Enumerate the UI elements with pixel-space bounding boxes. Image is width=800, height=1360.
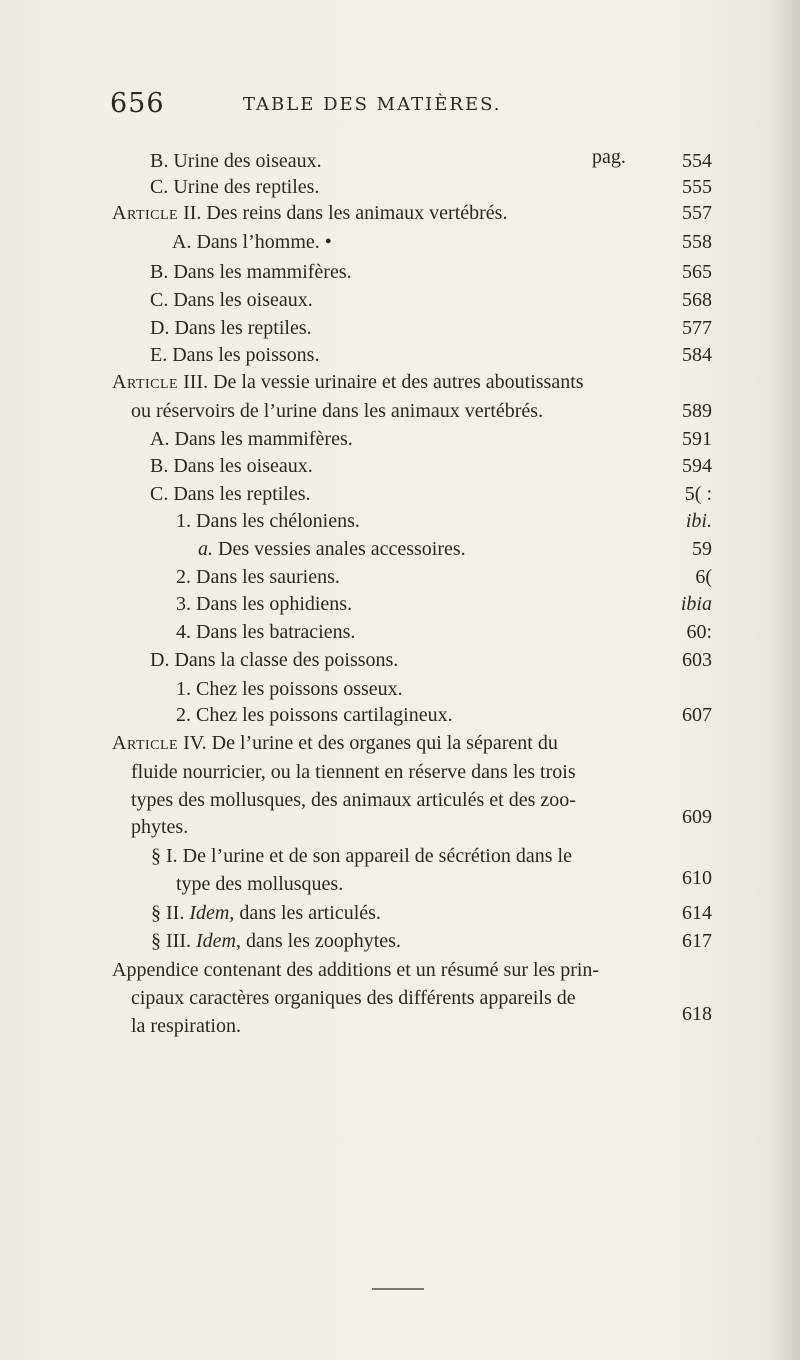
toc-entry-title: types des mollusques, des animaux articulés et des zoo- xyxy=(131,789,576,811)
toc-entry xyxy=(0,645,800,675)
toc-entry-title: § I. De l’urine et de son appareil de sécrétion dans le xyxy=(151,845,572,867)
toc-entry-title: Appendice contenant des additions et un résumé sur les prin- xyxy=(112,959,600,981)
toc-entry-title: C. Urine des reptiles. xyxy=(150,176,320,198)
toc-page-number: 565 xyxy=(682,261,712,283)
toc-entry xyxy=(0,785,800,815)
toc-entry xyxy=(0,617,800,647)
italic-marker: a. xyxy=(198,538,213,560)
page-number: 656 xyxy=(110,88,165,119)
toc-entry-title: Article IV. De l’urine et des organes qui la séparent du xyxy=(112,732,558,754)
toc-page-number: ibi. xyxy=(685,510,712,532)
toc-entry-title: C. Dans les oiseaux. xyxy=(150,289,313,311)
toc-entry xyxy=(0,806,800,842)
toc-entry xyxy=(0,424,800,454)
toc-entry xyxy=(0,898,800,928)
toc-entry-title: E. Dans les poissons. xyxy=(150,344,320,366)
toc-entry xyxy=(0,841,800,871)
toc-page-number: 594 xyxy=(682,455,712,477)
toc-page-number: 591 xyxy=(682,428,712,450)
toc-entry-title: § II. Idem, dans les articulés. xyxy=(151,902,381,924)
toc-entry xyxy=(0,479,800,509)
toc-page-number: 558 xyxy=(682,231,712,253)
toc-entry-title: 1. Chez les poissons osseux. xyxy=(176,678,403,700)
toc-entry xyxy=(0,562,800,592)
toc-entry xyxy=(0,396,800,426)
italic-idem: Idem, xyxy=(195,930,241,952)
toc-entry-title: B. Dans les mammifères. xyxy=(150,261,352,283)
pag-label: pag. xyxy=(592,146,626,168)
toc-page-number: 557 xyxy=(682,202,712,224)
toc-page-number: 6( xyxy=(695,566,712,588)
toc-page-number: 568 xyxy=(682,289,712,311)
toc-entry-title: § III. Idem, dans les zoophytes. xyxy=(151,930,401,952)
toc-entry-title: ou réservoirs de l’urine dans les animaux vertébrés. xyxy=(131,400,544,422)
toc-entry xyxy=(0,313,800,343)
article-label: Article xyxy=(112,371,179,393)
toc-entry xyxy=(0,926,800,956)
toc-entry-title: B. Urine des oiseaux. xyxy=(150,150,322,172)
toc-page-number: 607 xyxy=(682,704,712,726)
toc-entry xyxy=(0,757,800,787)
toc-page-number: 60: xyxy=(686,621,712,643)
toc-entry-title: A. Dans les mammifères. xyxy=(150,428,353,450)
toc-entry-title: 2. Dans les sauriens. xyxy=(176,566,340,588)
toc-page-number: 577 xyxy=(682,317,712,339)
running-title: TABLE DES MATIÈRES. xyxy=(243,94,502,115)
toc-entry xyxy=(0,257,800,287)
toc-entry-title: Article II. Des reins dans les animaux vertébrés. xyxy=(112,202,508,224)
toc-entry-title: C. Dans les reptiles. xyxy=(150,483,311,505)
toc-page-number: 617 xyxy=(682,930,712,952)
toc-entry-title: phytes. xyxy=(131,816,189,838)
italic-idem: Idem, xyxy=(189,902,235,924)
toc-entry xyxy=(0,340,800,370)
toc-page-number: 554 xyxy=(682,150,712,172)
toc-entry xyxy=(0,367,800,397)
article-label: Article xyxy=(112,732,179,754)
toc-entry-title: B. Dans les oiseaux. xyxy=(150,455,313,477)
toc-entry-title: cipaux caractères organiques des différents appareils de xyxy=(131,987,576,1009)
toc-page-number: 59 xyxy=(692,538,712,560)
toc-page-number: 589 xyxy=(682,400,712,422)
toc-entry xyxy=(0,955,800,985)
toc-entry xyxy=(0,983,800,1013)
toc-entry xyxy=(0,589,800,619)
toc-entry xyxy=(0,869,800,899)
toc-entry xyxy=(0,700,800,730)
toc-page-number: ibia xyxy=(680,593,712,615)
toc-page-number: 584 xyxy=(682,344,712,366)
toc-entry xyxy=(0,728,800,758)
toc-page-number: 609 xyxy=(682,806,712,828)
toc-entry-title: D. Dans la classe des poissons. xyxy=(150,649,399,671)
closing-rule xyxy=(372,1288,424,1290)
toc-entry-title: Article III. De la vessie urinaire et des autres aboutissants xyxy=(112,371,584,393)
toc-entry xyxy=(0,534,800,564)
toc-entry-title: la respiration. xyxy=(131,1015,241,1037)
toc-entry-title: 4. Dans les batraciens. xyxy=(176,621,356,643)
toc-entry-title: 1. Dans les chéloniens. xyxy=(176,510,360,532)
toc-page-number: 603 xyxy=(682,649,712,671)
toc-entry-title: a. Des vessies anales accessoires. xyxy=(198,538,466,560)
toc-page-number: 5( : xyxy=(684,483,712,505)
toc-entry-title: 3. Dans les ophidiens. xyxy=(176,593,353,615)
toc-entry xyxy=(0,198,800,228)
toc-entry xyxy=(0,285,800,315)
toc-entry-title: type des mollusques. xyxy=(176,873,344,895)
toc-entry-title: D. Dans les reptiles. xyxy=(150,317,312,339)
toc-entry xyxy=(0,1003,800,1041)
toc-entry-title: A. Dans l’homme. • xyxy=(172,231,332,253)
toc-page-number: 618 xyxy=(682,1003,712,1025)
toc-entry xyxy=(0,227,800,257)
toc-entry-title: fluide nourricier, ou la tiennent en réserve dans les trois xyxy=(131,761,576,783)
toc-page-number: 555 xyxy=(682,176,712,198)
toc-page-number: 610 xyxy=(682,867,712,889)
article-label: Article xyxy=(112,202,179,224)
toc-entry xyxy=(0,451,800,481)
toc-entry xyxy=(0,506,800,536)
toc-page-number: 614 xyxy=(682,902,712,924)
toc-entry-title: 2. Chez les poissons cartilagineux. xyxy=(176,704,453,726)
